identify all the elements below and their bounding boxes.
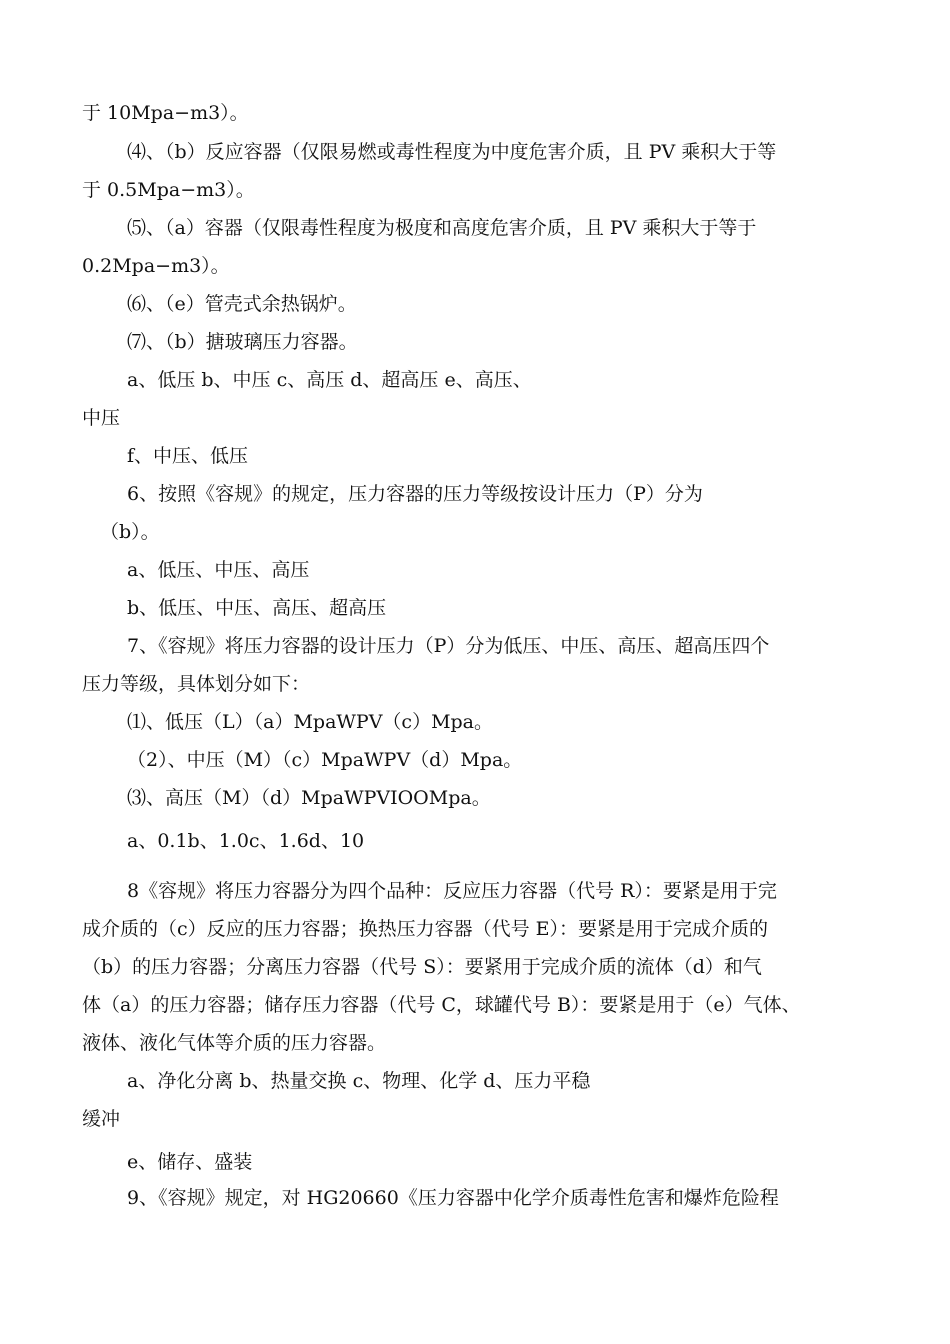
text-line: （2）、中压（M）（c）MpaWPV（d）Mpa。 [127,749,523,771]
text-line: ⑶、高压（M）（d）MpaWPVIOOMpa。 [127,787,491,809]
text-line: a、0.1b、1.0c、1.6d、10 [127,830,365,852]
text-line: f、中压、低压 [127,445,249,467]
text-line: 7、《容规》将压力容器的设计压力（P）分为低压、中压、高压、超高压四个 [127,635,770,657]
text-line: 8《容规》将压力容器分为四个品种：反应压力容器（代号 R）：要紧是用于完 [127,880,777,902]
text-line: e、储存、盛装 [127,1151,253,1173]
text-line: ⑺、（b）搪玻璃压力容器。 [127,331,358,353]
text-line: ⑴、低压（L）（a）MpaWPV（c）Mpa。 [127,711,494,733]
text-line: ⑸、（a）容器（仅限毒性程度为极度和高度危害介质，且 PV 乘积大于等于 [127,217,757,239]
text-line: （b）。 [100,521,160,543]
text-line: 缓冲 [82,1108,121,1130]
text-line: b、低压、中压、高压、超高压 [127,597,387,619]
text-line: 9、《容规》规定，对 HG20660《压力容器中化学介质毒性危害和爆炸危险程 [127,1187,779,1209]
text-line: 成介质的（c）反应的压力容器；换热压力容器（代号 E）：要紧是用于完成介质的 [82,918,769,940]
text-line: a、低压、中压、高压 [127,559,310,581]
text-line: 于 0.5Mpa−m3）。 [82,179,255,201]
text-line: 于 10Mpa−m3）。 [82,102,249,124]
text-line: ⑷、（b）反应容器（仅限易燃或毒性程度为中度危害介质，且 PV 乘积大于等 [127,141,777,163]
text-line: 6、按照《容规》的规定，压力容器的压力等级按设计压力（P）分为 [127,483,703,505]
text-line: a、低压 b、中压 c、高压 d、超高压 e、高压、 [127,369,532,391]
text-line: 0.2Mpa−m3）。 [82,255,230,277]
text-line: 压力等级，具体划分如下： [82,673,311,695]
text-line: a、净化分离 b、热量交换 c、物理、化学 d、压力平稳 [127,1070,591,1092]
text-line: 液体、液化气体等介质的压力容器。 [82,1032,387,1054]
text-line: 中压 [82,407,121,429]
text-line: ⑹、（e）管壳式余热锅炉。 [127,293,357,315]
text-line: 体（a）的压力容器；储存压力容器（代号 C，球罐代号 B）：要紧是用于（e）气体、 [82,994,801,1016]
text-line: （b）的压力容器；分离压力容器（代号 S）：要紧用于完成介质的流体（d）和气 [82,956,762,978]
